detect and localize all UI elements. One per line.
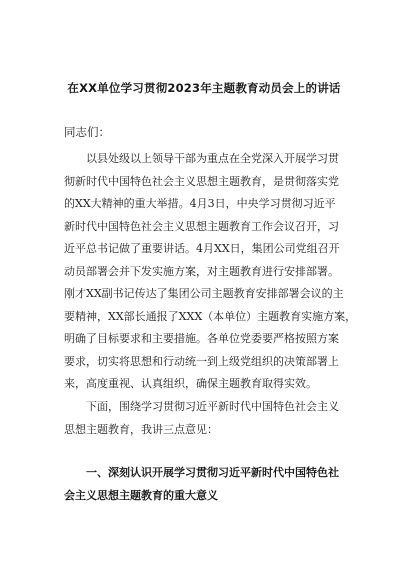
paragraph-line: 思想主题教育，我讲三点意见：: [64, 422, 218, 436]
paragraph-line: 明确了目标要求和主要措施。各单位党委要严格按照方案: [64, 332, 339, 345]
paragraph-line: 近平总书记做了重要讲话。4月XX日，集团公司党组召开: [64, 242, 340, 255]
paragraph-1: [64, 148, 357, 396]
heading-line: 一、深刻认识开展学习贯彻习近平新时代中国特色社: [86, 466, 339, 479]
paragraph-line: 彻新时代中国特色社会主义思想主题教育，是贯彻落实党: [64, 174, 339, 188]
paragraph-2: [64, 396, 354, 441]
paragraph-line: 来，高度重视、认真组织，确保主题教育取得实效。: [64, 377, 317, 390]
paragraph-line: 动员部署会并下发实施方案，对主题教育进行安排部署。: [64, 264, 339, 278]
document-title: 在XX单位学习贯彻2023年主题教育动员会上的讲话: [67, 81, 341, 95]
paragraph-line: 要求，切实将思想和行动统一到上级党组织的决策部署上: [64, 354, 339, 368]
paragraph-line: 下面，围绕学习贯彻习近平新时代中国特色社会主义: [86, 400, 339, 413]
greeting: 同志们：: [64, 125, 110, 139]
paragraph-line: 要精神，XX部长通报了XXX（本单位）主题教育实施方案，: [64, 309, 357, 323]
heading-line: 会主义思想主题教育的重大意义: [64, 489, 218, 502]
paragraph-line: 的XX大精神的重大举措。4月3日，中央学习贯彻习近平: [64, 197, 336, 210]
section-heading: [64, 461, 364, 507]
paragraph-line: 新时代中国特色社会主义思想主题教育工作会议召开，习: [64, 219, 339, 233]
paragraph-line: 以县处级以上领导干部为重点在全党深入开展学习贯: [86, 152, 339, 165]
paragraph-line: 刚才XX副书记传达了集团公司主题教育安排部署会议的主: [64, 287, 344, 300]
